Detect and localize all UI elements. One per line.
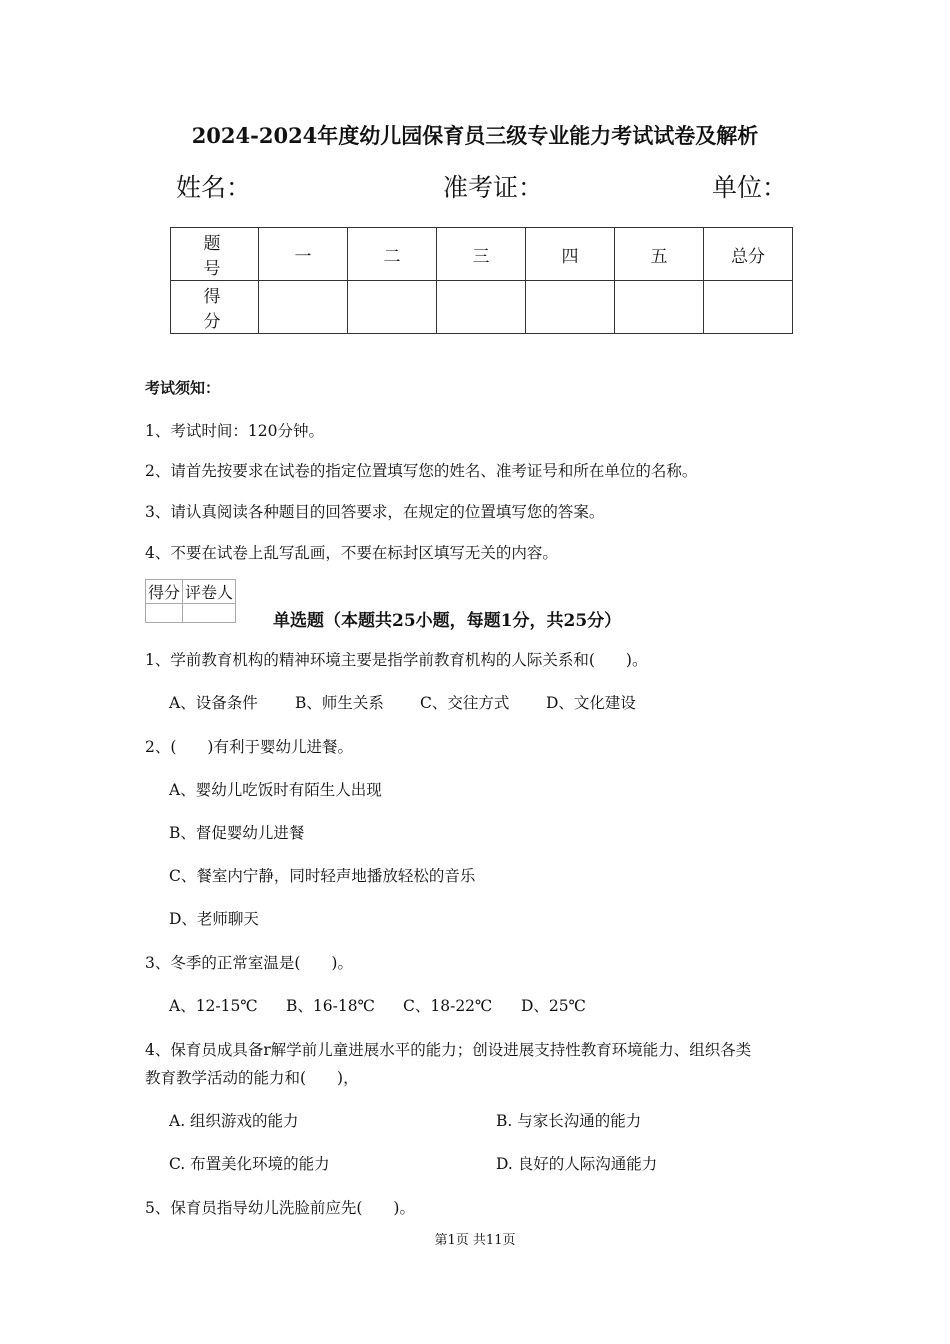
grader-score-label: 得分 [146,580,183,604]
score-table-header-cell: 三 [437,228,526,281]
notice-item: 3、请认真阅读各种题目的回答要求，在规定的位置填写您的答案。 [145,503,605,521]
grader-score-cell[interactable] [146,604,183,623]
section-title: 单选题（本题共25小题，每题1分，共25分） [273,611,622,631]
name-field-label: 姓名： [176,173,252,202]
option-c: C. 布置美化环境的能力 [169,1155,330,1173]
option-c: C、交往方式 [420,694,510,712]
grader-box [145,579,236,623]
score-table-header-cell: 四 [526,228,615,281]
option-b: B、督促婴幼儿进餐 [169,824,305,842]
option-c: C、18-22℃ [403,997,493,1015]
score-cell[interactable] [704,281,793,334]
option-a: A、设备条件 [169,694,258,712]
notice-item: 1、考试时间：120分钟。 [145,422,324,440]
option-d: D、老师聊天 [169,910,259,928]
notice-item: 4、不要在试卷上乱写乱画，不要在标封区填写无关的内容。 [145,544,558,562]
question-stem-continued: 教育教学活动的能力和( )， [145,1069,359,1087]
exam-id-field-label: 准考证： [443,173,544,202]
option-b: B、师生关系 [295,694,384,712]
score-cell[interactable] [259,281,348,334]
option-d: D、25℃ [521,997,586,1015]
score-cell[interactable] [437,281,526,334]
grader-name-label: 评卷人 [183,580,236,604]
question-stem: 2、( )有利于婴幼儿进餐。 [145,738,353,756]
score-cell[interactable] [615,281,704,334]
notice-heading: 考试须知： [145,379,221,397]
option-d: D、文化建设 [546,694,636,712]
option-c: C、餐室内宁静，同时轻声地播放轻松的音乐 [169,867,476,885]
page-footer: 第1页 共11页 [434,1233,516,1248]
option-b: B. 与家长沟通的能力 [496,1112,642,1130]
question-stem: 3、冬季的正常室温是( )。 [145,954,353,972]
score-table [170,227,793,334]
option-b: B、16-18℃ [286,997,375,1015]
grader-name-cell[interactable] [183,604,236,623]
question-stem: 1、学前教育机构的精神环境主要是指学前教育机构的人际关系和( )。 [145,651,648,669]
notice-item: 2、请首先按要求在试卷的指定位置填写您的姓名、准考证号和所在单位的名称。 [145,462,698,480]
score-cell[interactable] [526,281,615,334]
score-table-header-cell: 五 [615,228,704,281]
score-table-header-cell: 二 [348,228,437,281]
question-stem: 4、保育员成具备r解学前儿童进展水平的能力；创设进展支持性教育环境能力、组织各类 [145,1041,752,1059]
score-table-header-label: 题 号 [171,228,259,281]
score-table-header-cell: 一 [259,228,348,281]
question-stem: 5、保育员指导幼儿洗脸前应先( )。 [145,1199,415,1217]
option-a: A. 组织游戏的能力 [169,1112,299,1130]
score-cell[interactable] [348,281,437,334]
option-d: D. 良好的人际沟通能力 [496,1155,658,1173]
score-table-header-cell: 总分 [704,228,793,281]
option-a: A、婴幼儿吃饭时有陌生人出现 [169,781,382,799]
page-title: 2024-2024年度幼儿园保育员三级专业能力考试试卷及解析 [191,123,759,148]
option-a: A、12-15℃ [169,997,258,1015]
unit-field-label: 单位： [712,173,788,202]
score-table-row-label: 得 分 [171,281,259,334]
